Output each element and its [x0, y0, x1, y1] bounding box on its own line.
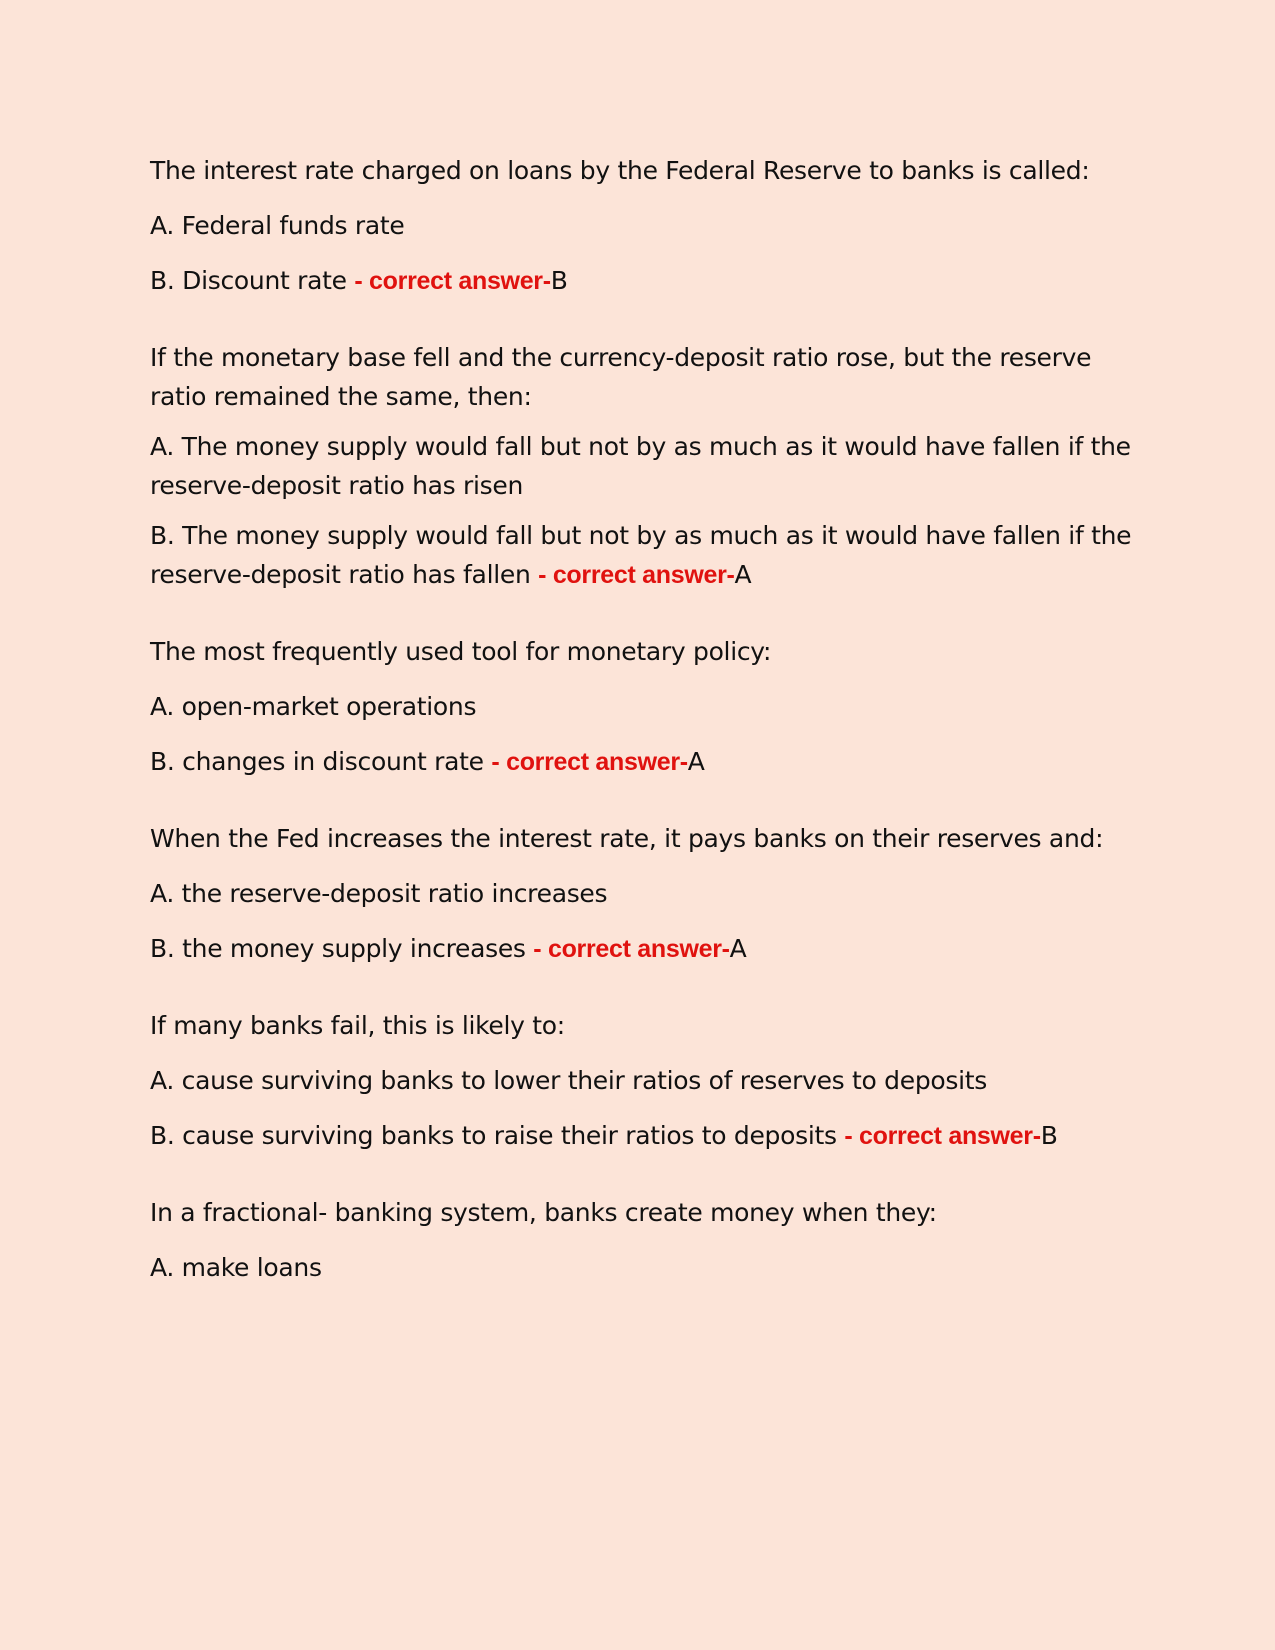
option-a: A. the reserve-deposit ratio increases	[150, 879, 608, 908]
option-a: A. make loans	[150, 1253, 322, 1282]
correct-answer-letter: B	[1040, 1121, 1058, 1150]
correct-answer-tag: - correct answer-	[491, 748, 688, 776]
option-b: B. The money supply would fall but not by as much as it would have fallen if the reserve-deposit ratio has fallen	[150, 521, 1132, 589]
question-block-1	[150, 151, 1140, 301]
option-b-line	[150, 261, 1140, 301]
question-block-6	[150, 1193, 1140, 1287]
question-text: When the Fed increases the interest rate, it pays banks on their reserves and:	[150, 824, 1104, 853]
correct-answer-letter: A	[729, 934, 747, 963]
question-block-5	[150, 1006, 1140, 1156]
correct-answer-tag: - correct answer-	[354, 267, 551, 295]
quiz-content	[150, 151, 1140, 1324]
option-b-line	[150, 1116, 1140, 1156]
option-b: B. the money supply increases	[150, 934, 526, 963]
question-text: In a fractional- banking system, banks create money when they:	[150, 1198, 937, 1227]
question-block-4	[150, 819, 1140, 969]
question-text: The interest rate charged on loans by the Federal Reserve to banks is called:	[150, 156, 1090, 185]
question-block-2	[150, 338, 1140, 595]
option-a: A. Federal funds rate	[150, 211, 405, 240]
option-b-line	[150, 929, 1140, 969]
option-b: B. changes in discount rate	[150, 747, 484, 776]
option-b-line	[150, 742, 1140, 782]
option-b-line	[150, 516, 1140, 595]
correct-answer-letter: A	[687, 747, 705, 776]
option-a: A. cause surviving banks to lower their ratios of reserves to deposits	[150, 1066, 987, 1095]
question-text: The most frequently used tool for monetary policy:	[150, 637, 772, 666]
correct-answer-letter: B	[550, 266, 568, 295]
correct-answer-tag: - correct answer-	[538, 561, 735, 589]
question-text: If the monetary base fell and the currency-deposit ratio rose, but the reserve ratio remained the same, then:	[150, 343, 1092, 411]
option-b: B. cause surviving banks to raise their ratios to deposits	[150, 1121, 837, 1150]
correct-answer-tag: - correct answer-	[533, 935, 730, 963]
question-block-3	[150, 632, 1140, 782]
option-a: A. The money supply would fall but not by as much as it would have fallen if the reserve-deposit ratio has risen	[150, 432, 1131, 500]
correct-answer-letter: A	[734, 560, 752, 589]
option-a: A. open-market operations	[150, 692, 477, 721]
option-b: B. Discount rate	[150, 266, 347, 295]
question-text: If many banks fail, this is likely to:	[150, 1011, 565, 1040]
correct-answer-tag: - correct answer-	[844, 1122, 1041, 1150]
